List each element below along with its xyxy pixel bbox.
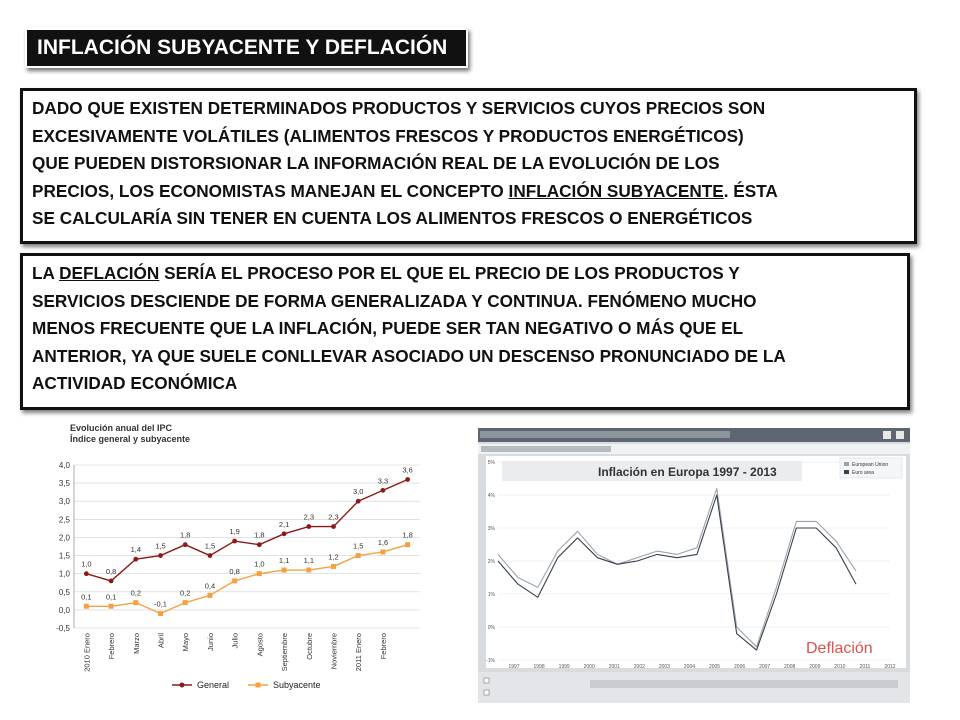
- y-tick-label: 0,0: [58, 605, 70, 615]
- data-label: 0,2: [179, 588, 191, 598]
- data-point-subyacente: [257, 571, 262, 576]
- text-line: MENOS FRECUENTE QUE LA INFLACIÓN, PUEDE SER TAN NEGATIVO O MÁS QUE EL: [32, 318, 744, 338]
- legend-label-general: General: [197, 680, 230, 690]
- data-point-subyacente: [207, 593, 212, 598]
- x-tick-label: Febrero: [378, 633, 388, 660]
- time-range-selector[interactable]: [590, 680, 898, 688]
- data-labels: [81, 465, 413, 608]
- data-label: 1,1: [278, 556, 290, 566]
- data-point-subyacente: [282, 568, 287, 573]
- x-tick-label: 2003: [658, 664, 670, 670]
- y-tick-label: 3,0: [58, 497, 70, 507]
- x-tick-label: 1999: [558, 664, 570, 670]
- y-tick-label: 1%: [487, 592, 495, 598]
- y-tick-label: 3,5: [58, 479, 70, 489]
- x-tick-label: Agosto: [255, 633, 265, 657]
- panel-subheader-caption-placeholder: [481, 446, 611, 452]
- data-label: 1,5: [352, 541, 364, 551]
- x-axis-ticks: [82, 633, 388, 672]
- x-tick-label: 2011: [859, 664, 871, 670]
- data-label: 1,1: [303, 556, 315, 566]
- data-label: 0,2: [130, 588, 142, 598]
- text-line: SE CALCULARÍA SIN TENER EN CUENTA LOS ALIMENTOS FRESCOS O ENERGÉTICOS: [32, 208, 753, 228]
- deflacion-annotation: Deflación: [806, 640, 873, 657]
- plot-area: [486, 456, 906, 668]
- data-label: 1,2: [328, 552, 339, 562]
- underlined-term: INFLACIÓN SUBYACENTE: [508, 180, 724, 201]
- y-tick-label: 2%: [487, 559, 495, 565]
- data-label: 1,4: [130, 545, 142, 555]
- y-tick-label: 0%: [487, 625, 495, 631]
- data-point-subyacente: [405, 542, 410, 547]
- data-label: 1,8: [402, 530, 413, 540]
- share-icon[interactable]: [883, 431, 891, 439]
- x-tick-label: Julio: [230, 633, 240, 649]
- y-tick-label: 4%: [487, 493, 495, 499]
- x-tick-label: 1998: [533, 664, 545, 670]
- text-line: QUE PUEDEN DISTORSIONAR LA INFORMACIÓN REAL DE LA EVOLUCIÓN DE LOS: [32, 153, 720, 173]
- chart-title: Evolución anual del IPC: [70, 423, 173, 433]
- data-point-general: [133, 557, 138, 562]
- x-tick-label: 2002: [633, 664, 645, 670]
- data-label: 3,3: [377, 476, 389, 486]
- text-segment: LA: [32, 263, 60, 283]
- y-tick-label: 3%: [487, 526, 495, 532]
- x-tick-label: 2009: [809, 664, 821, 670]
- data-point-subyacente: [331, 564, 336, 569]
- data-label: 2,3: [303, 512, 315, 522]
- legend-swatch-eu: [844, 462, 849, 466]
- data-point-general: [109, 579, 114, 584]
- data-point-subyacente: [133, 600, 138, 605]
- data-label: 0,8: [105, 566, 117, 576]
- data-point-general: [232, 539, 237, 544]
- text-segment: PRECIOS, LOS ECONOMISTAS MANEJAN EL CONCEPTO: [32, 180, 509, 201]
- chart-legend: [172, 680, 321, 690]
- chart-title: Inflación en Europa 1997 - 2013: [598, 465, 777, 479]
- slide-title: INFLACIÓN SUBYACENTE Y DEFLACIÓN: [25, 28, 468, 68]
- data-label: 3,0: [352, 487, 364, 497]
- text-line: SERVICIOS DESCIENDE DE FORMA GENERALIZADA Y CONTINUA. FENÓMENO MUCHO: [32, 290, 757, 311]
- data-point-general: [257, 542, 262, 547]
- y-tick-label: 2,0: [58, 533, 70, 543]
- legend-label-subyacente: Subyacente: [273, 680, 321, 690]
- y-tick-label: 5%: [487, 460, 495, 466]
- x-tick-label: 2012: [884, 664, 896, 670]
- x-tick-label: 2011 Enero: [354, 633, 364, 672]
- data-point-subyacente: [158, 611, 163, 616]
- data-point-subyacente: [183, 600, 188, 605]
- x-tick-label: 2001: [608, 664, 620, 670]
- data-point-general: [183, 542, 188, 547]
- data-label: 1,5: [155, 541, 166, 551]
- data-point-general: [405, 477, 410, 482]
- data-point-subyacente: [84, 604, 89, 609]
- x-tick-label: Septiembre: [280, 633, 290, 672]
- data-label: 0,1: [105, 592, 117, 602]
- data-label: 2,3: [328, 512, 339, 522]
- data-point-subyacente: [380, 549, 385, 554]
- legend-marker-subyacente: [256, 683, 261, 688]
- data-point-general: [158, 553, 163, 558]
- data-point-general: [208, 553, 213, 558]
- data-label: -0,1: [154, 599, 167, 609]
- deflacion-textbox: [20, 253, 910, 410]
- x-tick-label: Junio: [205, 633, 215, 651]
- legend-label-euro: Euro area: [852, 470, 874, 476]
- data-label: 0,1: [81, 592, 92, 602]
- y-tick-label: 2,5: [58, 515, 70, 525]
- x-tick-label: 2007: [759, 664, 771, 670]
- data-point-subyacente: [109, 604, 114, 609]
- y-tick-label: 1,0: [58, 569, 70, 579]
- data-point-subyacente: [306, 568, 311, 573]
- x-tick-label: 2004: [683, 664, 696, 670]
- text-segment: SERÍA EL PROCESO POR EL QUE EL PRECIO DE LOS PRODUCTOS Y: [159, 263, 740, 283]
- data-label: 1,5: [204, 541, 216, 551]
- europe-inflation-chart: [478, 428, 910, 703]
- data-point-general: [84, 571, 89, 576]
- x-tick-label: Marzo: [131, 633, 141, 654]
- data-label: 2,1: [278, 519, 290, 529]
- chart-legend: [840, 458, 902, 478]
- text-segment: . ÉSTA: [723, 180, 778, 201]
- data-label: 0,8: [229, 566, 240, 576]
- text-line: [32, 178, 906, 206]
- legend-label-eu: European Union: [852, 462, 889, 468]
- close-icon[interactable]: [896, 431, 904, 439]
- y-tick-label: 0,5: [58, 587, 70, 597]
- data-point-subyacente: [232, 578, 237, 583]
- chart-subtitle: Índice general y subyacente: [70, 434, 191, 444]
- x-tick-label: 2010 Enero: [82, 633, 92, 672]
- y-tick-label: -1%: [486, 658, 495, 664]
- legend-swatch-euro: [844, 470, 849, 474]
- text-line: [32, 260, 899, 288]
- y-tick-label: 4,0: [58, 461, 70, 470]
- checkbox-european-union[interactable]: [484, 678, 489, 683]
- x-tick-label: 2008: [784, 664, 796, 670]
- data-point-general: [306, 524, 311, 529]
- data-label: 3,6: [402, 465, 413, 475]
- data-label: 1,0: [81, 559, 92, 569]
- ipc-chart: [50, 420, 430, 695]
- checkbox-euro-area[interactable]: [484, 690, 489, 695]
- text-line: ANTERIOR, YA QUE SUELE CONLLEVAR ASOCIADO UN DESCENSO PRONUNCIADO DE LA: [32, 345, 786, 366]
- x-tick-label: 2000: [583, 664, 595, 670]
- y-tick-label: 1,5: [58, 551, 70, 561]
- y-axis-ticks: [56, 461, 70, 633]
- x-tick-label: Febrero: [107, 633, 117, 660]
- data-label: 1,0: [254, 559, 265, 569]
- x-tick-label: 2010: [834, 664, 846, 670]
- legend-marker-general: [180, 683, 185, 688]
- inflacion-subyacente-textbox: [20, 88, 917, 244]
- x-tick-label: Abril: [156, 633, 166, 649]
- data-label: 1,9: [229, 527, 240, 537]
- data-label: 1,6: [377, 537, 389, 547]
- x-tick-label: 1997: [508, 664, 520, 670]
- data-label: 0,4: [204, 581, 216, 591]
- x-tick-label: Noviembre: [329, 633, 339, 670]
- data-point-general: [331, 524, 336, 529]
- data-point-subyacente: [356, 553, 361, 558]
- panel-header-caption-placeholder: [480, 431, 730, 438]
- data-label: 1,8: [254, 530, 265, 540]
- text-line: EXCESIVAMENTE VOLÁTILES (ALIMENTOS FRESCOS Y PRODUCTOS ENERGÉTICOS): [32, 125, 744, 146]
- data-point-general: [282, 531, 287, 536]
- data-point-general: [381, 488, 386, 493]
- underlined-term: DEFLACIÓN: [59, 263, 160, 283]
- text-line: ACTIVIDAD ECONÓMICA: [32, 373, 238, 393]
- x-tick-label: 2005: [708, 664, 721, 670]
- data-label: 1,8: [179, 530, 191, 540]
- data-point-general: [356, 499, 361, 504]
- y-tick-label: -0,5: [56, 624, 70, 633]
- x-tick-label: Mayo: [181, 633, 191, 652]
- text-line: DADO QUE EXISTEN DETERMINADOS PRODUCTOS Y SERVICIOS CUYOS PRECIOS SON: [32, 98, 766, 118]
- x-tick-label: 2006: [734, 664, 746, 670]
- x-tick-label: Octubre: [304, 633, 314, 660]
